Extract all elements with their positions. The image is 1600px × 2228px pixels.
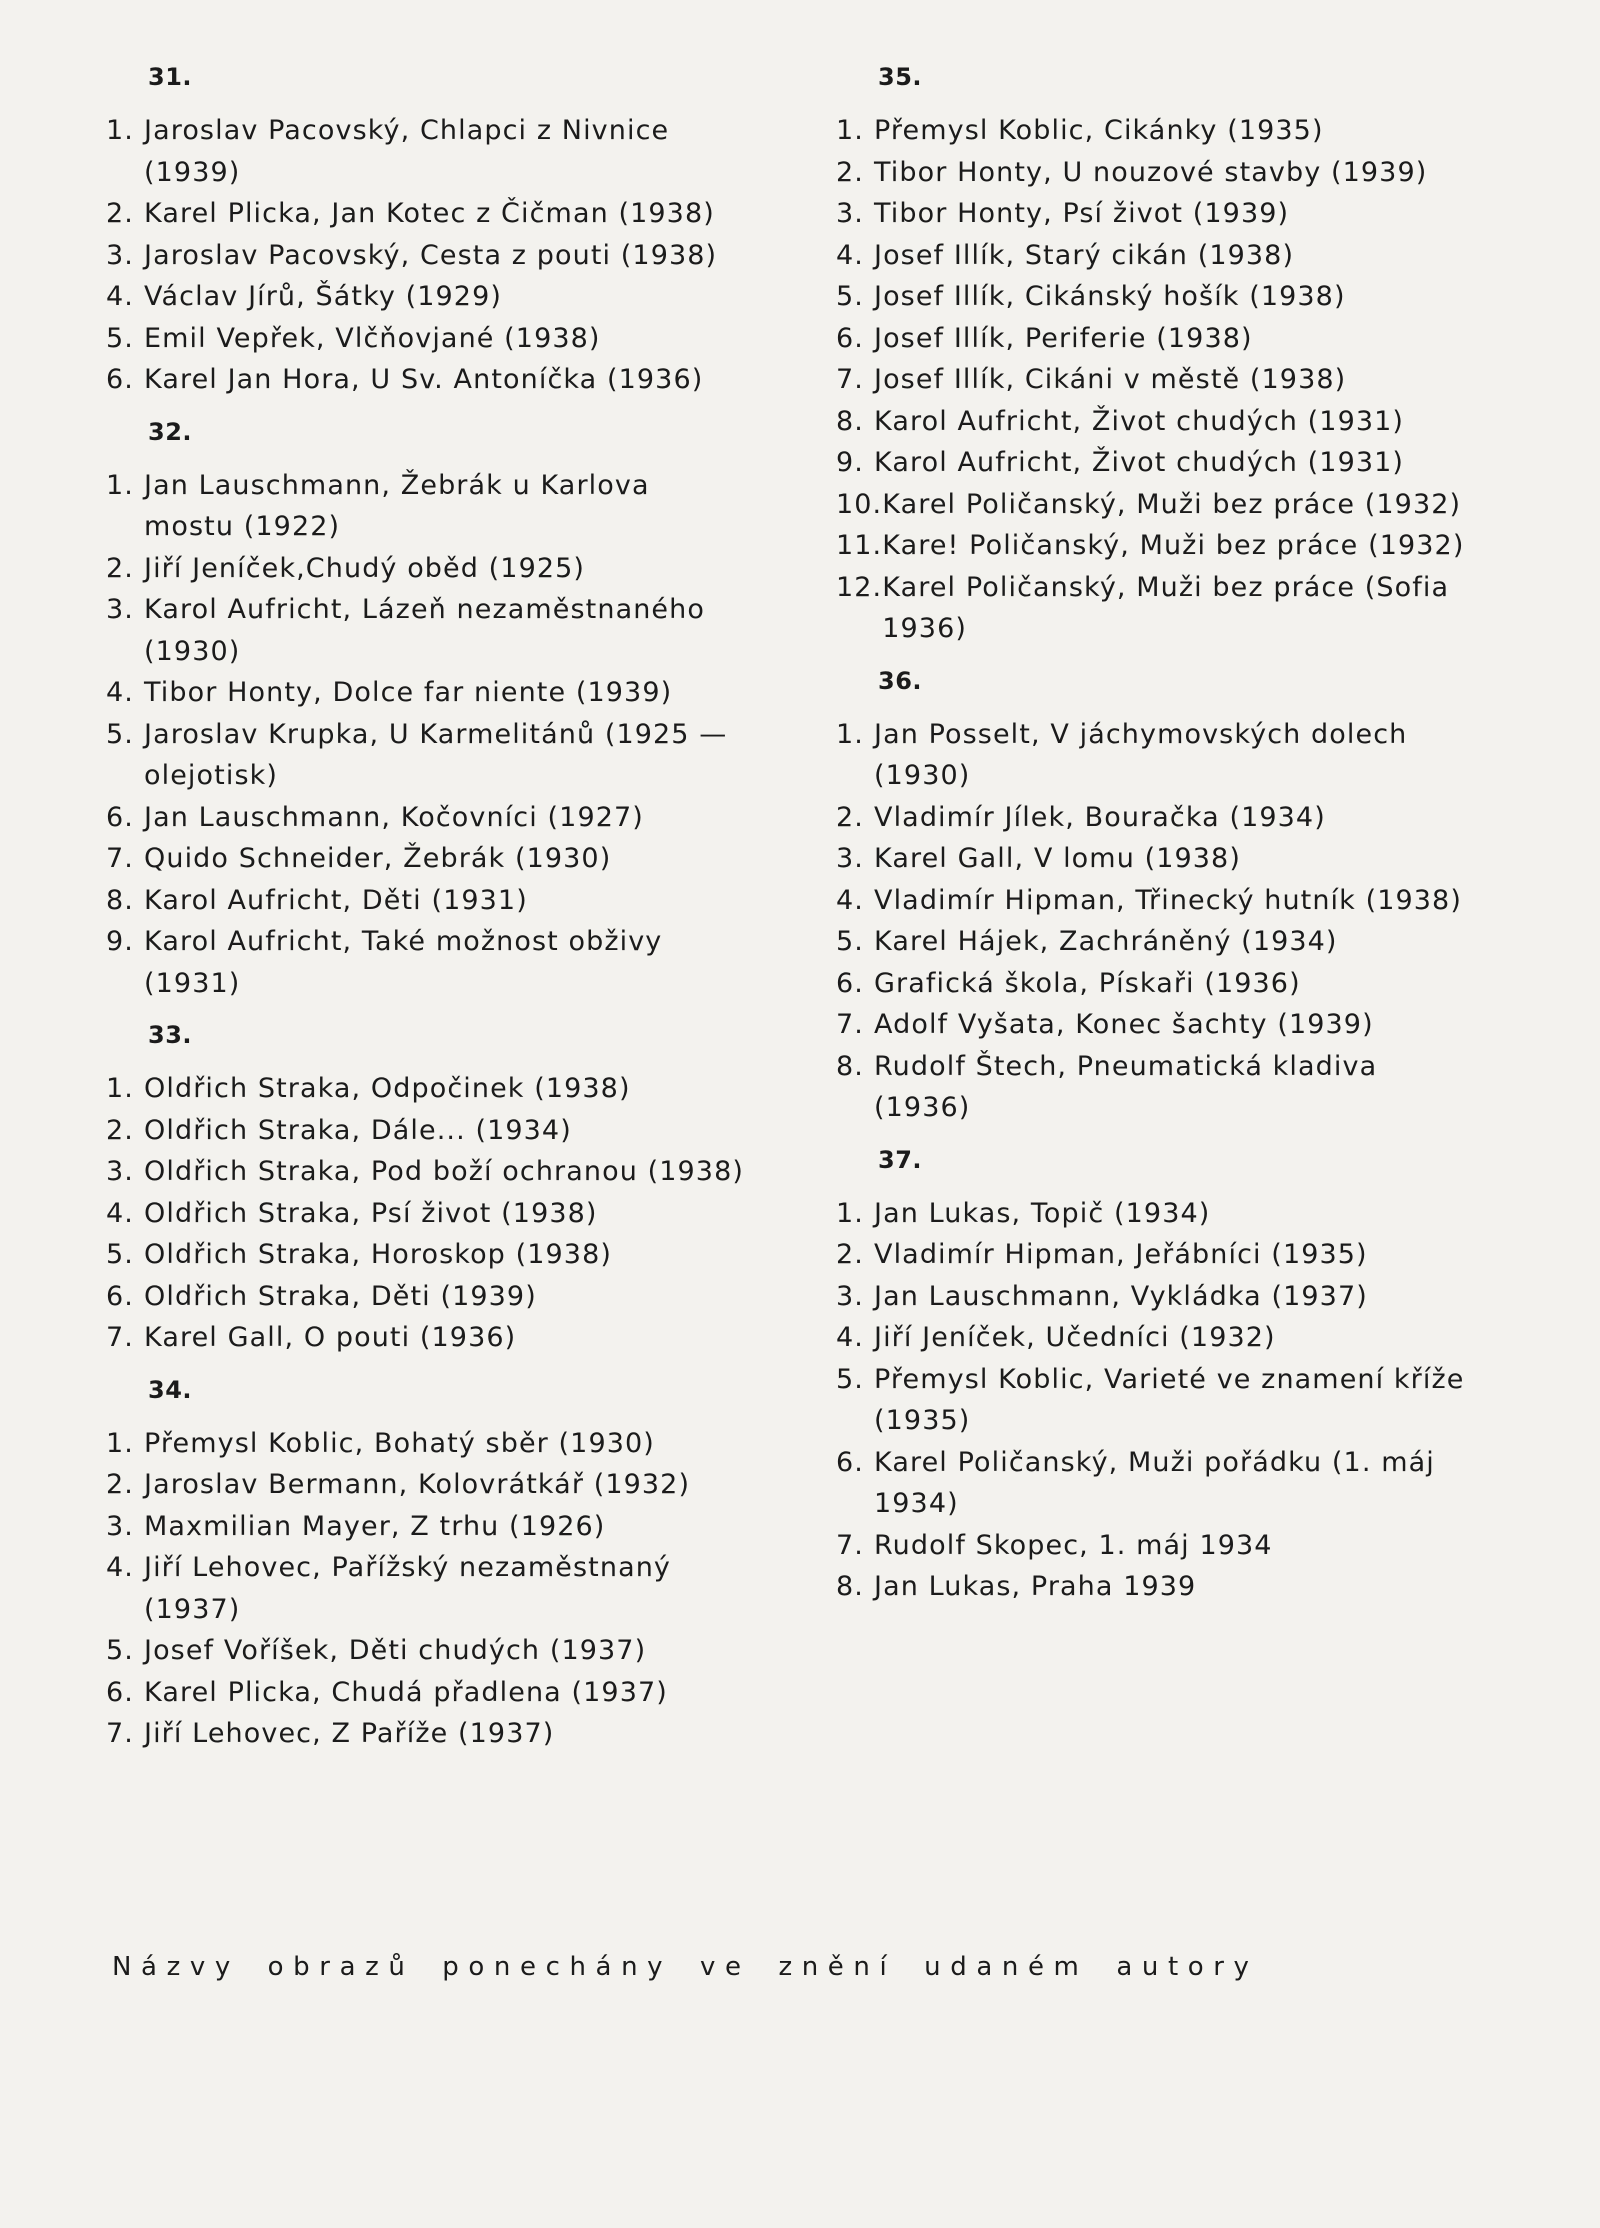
- item-list: [106, 1068, 826, 1359]
- item-title: Jan Lauschmann, Vykládka (1937): [874, 1280, 1368, 1312]
- list-item: [836, 1046, 1556, 1129]
- list-item: [106, 921, 826, 1004]
- item-title: Karel Hájek, Zachráněný (1934): [874, 926, 1338, 957]
- item-number: 8.: [836, 1571, 864, 1602]
- item-title: Oldřich Straka, Dále... (1934): [144, 1114, 572, 1146]
- list-item: [836, 359, 1556, 401]
- item-title: Jan Lauschmann, Žebrák u Karlova mostu (1922): [144, 469, 650, 542]
- item-title: Maxmilian Mayer, Z trhu (1926): [144, 1510, 606, 1542]
- item-number: 1.: [836, 1197, 864, 1229]
- list-item: [836, 235, 1556, 277]
- item-number: 9.: [106, 926, 134, 957]
- item-number: 4.: [836, 239, 864, 271]
- item-title: Josef Illík, Starý cikán (1938): [874, 239, 1295, 271]
- item-number: 6.: [836, 322, 864, 354]
- list-item: [106, 235, 826, 277]
- list-item: [106, 1506, 826, 1548]
- list-item: [106, 1713, 826, 1755]
- list-item: [836, 276, 1556, 318]
- item-title: Oldřich Straka, Odpočinek (1938): [144, 1073, 631, 1104]
- item-title: Jaroslav Bermann, Kolovrátkář (1932): [144, 1469, 691, 1500]
- item-title: Emil Vepřek, Vlčňovjané (1938): [144, 322, 601, 354]
- item-number: 3.: [836, 1280, 864, 1312]
- list-item: [836, 921, 1556, 963]
- item-number: 2.: [106, 552, 134, 584]
- item-title: Jan Lukas, Topič (1934): [874, 1197, 1211, 1229]
- item-number: 4.: [106, 1197, 134, 1229]
- item-number: 1.: [106, 115, 134, 146]
- item-title: Grafická škola, Pískaři (1936): [874, 967, 1301, 999]
- item-title: Karel Plicka, Jan Kotec z Čičman (1938): [144, 198, 715, 229]
- item-number: 1.: [106, 1427, 134, 1459]
- item-list: [106, 465, 826, 1005]
- item-title: Vladimír Jílek, Bouračka (1934): [874, 801, 1326, 833]
- list-item: [106, 359, 826, 401]
- item-number: 7.: [836, 1009, 864, 1040]
- list-item: [106, 276, 826, 318]
- list-item: [836, 318, 1556, 360]
- item-title: Jaroslav Pacovský, Cesta z pouti (1938): [144, 239, 718, 271]
- item-number: 4.: [106, 1552, 134, 1583]
- list-item: [106, 1672, 826, 1714]
- item-title: Josef Voříšek, Děti chudých (1937): [144, 1635, 647, 1666]
- list-item: [106, 548, 826, 590]
- item-number: 5.: [836, 281, 864, 312]
- list-item: [836, 152, 1556, 194]
- list-item: [106, 1234, 826, 1276]
- list-item: [106, 1068, 826, 1110]
- item-number: 7.: [106, 1322, 134, 1353]
- list-item: [836, 1525, 1556, 1567]
- list-item: [106, 318, 826, 360]
- item-number: 5.: [106, 1635, 134, 1666]
- item-number: 3.: [836, 198, 864, 229]
- list-item: [106, 110, 826, 193]
- list-item: [836, 1359, 1556, 1442]
- list-item: [106, 1547, 826, 1630]
- item-title: Josef Illík, Periferie (1938): [874, 322, 1253, 354]
- item-title: Oldřich Straka, Pod boží ochranou (1938): [144, 1156, 744, 1187]
- item-title: Václav Jírů, Šátky (1929): [144, 281, 502, 312]
- section: [836, 666, 1556, 1129]
- item-title: Karel Poličanský, Muži bez práce (1932): [882, 488, 1462, 520]
- item-number: 2.: [836, 1239, 864, 1270]
- item-number: 6.: [106, 1280, 134, 1312]
- list-item: [836, 1442, 1556, 1525]
- item-number: 1.: [106, 1073, 134, 1104]
- item-title: Karel Plicka, Chudá přadlena (1937): [144, 1676, 668, 1708]
- list-item: [836, 401, 1556, 443]
- item-title: Josef Illík, Cikáni v městě (1938): [874, 364, 1347, 395]
- item-number: 4.: [106, 281, 134, 312]
- item-number: 5.: [106, 1239, 134, 1270]
- list-item: [836, 567, 1556, 650]
- item-title: Jan Lauschmann, Kočovníci (1927): [144, 801, 644, 833]
- item-title: Jiří Lehovec, Z Paříže (1937): [144, 1718, 555, 1749]
- section-number: 37.: [878, 1145, 923, 1174]
- item-number: 5.: [836, 1363, 864, 1395]
- item-number: 11.: [836, 530, 883, 561]
- item-title: Karol Aufricht, Lázeň nezaměstnaného (1930): [144, 594, 705, 667]
- item-title: Jan Posselt, V jáchymovských dolech (1930): [874, 718, 1408, 791]
- list-item: [106, 880, 826, 922]
- item-title: Jiří Lehovec, Pařížský nezaměstnaný (1937): [144, 1552, 672, 1625]
- item-number: 3.: [106, 1156, 134, 1187]
- item-title: Přemysl Koblic, Varieté ve znamení kříže (1935): [874, 1363, 1465, 1436]
- item-number: 3.: [836, 843, 864, 874]
- item-number: 4.: [836, 1322, 864, 1353]
- item-title: Jaroslav Pacovský, Chlapci z Nivnice (1939): [144, 115, 670, 188]
- list-item: [836, 838, 1556, 880]
- item-number: 6.: [106, 801, 134, 833]
- item-title: Jaroslav Krupka, U Karmelitánů (1925 — olejotisk): [144, 718, 728, 791]
- item-number: 2.: [106, 1469, 134, 1500]
- item-number: 7.: [836, 1529, 864, 1561]
- item-number: 3.: [106, 1510, 134, 1542]
- item-number: 3.: [106, 594, 134, 625]
- list-item: [836, 880, 1556, 922]
- item-title: Kare! Poličanský, Muži bez práce (1932): [882, 530, 1465, 561]
- section: [836, 1145, 1556, 1608]
- item-number: 9.: [836, 447, 864, 478]
- footer-note: Názvy obrazů ponechány ve znění udaném autory: [112, 1952, 1259, 1982]
- item-number: 7.: [106, 843, 134, 874]
- item-title: Vladimír Hipman, Jeřábníci (1935): [874, 1239, 1368, 1270]
- list-item: [106, 1110, 826, 1152]
- item-title: Rudolf Štech, Pneumatická kladiva (1936): [874, 1050, 1378, 1123]
- list-item: [106, 714, 826, 797]
- item-title: Karel Gall, V lomu (1938): [874, 843, 1241, 874]
- section: [836, 62, 1556, 650]
- item-number: 2.: [836, 801, 864, 833]
- list-item: [836, 963, 1556, 1005]
- item-number: 8.: [836, 405, 864, 437]
- item-title: Quido Schneider, Žebrák (1930): [144, 843, 612, 874]
- list-item: [106, 1151, 826, 1193]
- item-title: Jiří Jeníček, Učedníci (1932): [874, 1322, 1276, 1353]
- item-number: 6.: [106, 1676, 134, 1708]
- item-number: 2.: [106, 1114, 134, 1146]
- section-number: 34.: [148, 1375, 193, 1404]
- list-item: [836, 442, 1556, 484]
- item-title: Přemysl Koblic, Cikánky (1935): [874, 115, 1324, 146]
- item-title: Karel Gall, O pouti (1936): [144, 1322, 517, 1353]
- item-number: 2.: [836, 156, 864, 188]
- list-item: [836, 1004, 1556, 1046]
- item-title: Vladimír Hipman, Třinecký hutník (1938): [874, 884, 1462, 916]
- item-number: 1.: [106, 469, 134, 501]
- item-number: 1.: [836, 115, 864, 146]
- list-item: [836, 193, 1556, 235]
- left-column: [106, 62, 826, 1771]
- item-title: Přemysl Koblic, Bohatý sběr (1930): [144, 1427, 655, 1459]
- item-number: 7.: [836, 364, 864, 395]
- list-item: [106, 1193, 826, 1235]
- item-number: 2.: [106, 198, 134, 229]
- item-number: 4.: [836, 884, 864, 916]
- item-number: 5.: [836, 926, 864, 957]
- list-item: [106, 797, 826, 839]
- item-title: Karol Aufricht, Život chudých (1931): [874, 405, 1405, 437]
- list-item: [836, 1566, 1556, 1608]
- item-list: [836, 714, 1556, 1129]
- item-list: [106, 1423, 826, 1755]
- list-item: [106, 193, 826, 235]
- item-title: Oldřich Straka, Psí život (1938): [144, 1197, 598, 1229]
- item-title: Josef Illík, Cikánský hošík (1938): [874, 281, 1346, 312]
- list-item: [836, 797, 1556, 839]
- list-item: [106, 1423, 826, 1465]
- section-number: 32.: [148, 417, 193, 446]
- item-title: Karel Jan Hora, U Sv. Antoníčka (1936): [144, 364, 704, 395]
- list-item: [836, 484, 1556, 526]
- item-list: [836, 110, 1556, 650]
- item-number: 8.: [106, 884, 134, 916]
- item-number: 10.: [836, 488, 883, 520]
- section: [106, 1020, 826, 1359]
- section-number: 36.: [878, 666, 923, 695]
- list-item: [106, 672, 826, 714]
- item-number: 6.: [106, 364, 134, 395]
- item-title: Jan Lukas, Praha 1939: [874, 1571, 1197, 1602]
- item-list: [836, 1193, 1556, 1608]
- item-list: [106, 110, 826, 401]
- item-number: 5.: [106, 322, 134, 354]
- item-title: Karol Aufricht, Život chudých (1931): [874, 447, 1405, 478]
- item-title: Jiří Jeníček,Chudý oběd (1925): [144, 552, 586, 584]
- section-number: 31.: [148, 63, 193, 91]
- list-item: [836, 1276, 1556, 1318]
- section-number: 35.: [878, 63, 923, 91]
- item-number: 6.: [836, 1446, 864, 1478]
- item-number: 6.: [836, 967, 864, 999]
- item-title: Karel Poličanský, Muži pořádku (1. máj 1934): [874, 1446, 1435, 1519]
- list-item: [836, 1193, 1556, 1235]
- item-title: Oldřich Straka, Děti (1939): [144, 1280, 537, 1312]
- list-item: [106, 1464, 826, 1506]
- item-number: 4.: [106, 677, 134, 708]
- item-number: 12.: [836, 571, 883, 603]
- section: [106, 417, 826, 1005]
- section-number: 33.: [148, 1021, 193, 1049]
- list-item: [836, 714, 1556, 797]
- item-number: 7.: [106, 1718, 134, 1749]
- right-column: [836, 62, 1556, 1624]
- item-title: Karol Aufricht, Také možnost obživy (1931): [144, 926, 663, 999]
- section: [106, 1375, 826, 1755]
- item-title: Adolf Vyšata, Konec šachty (1939): [874, 1009, 1374, 1040]
- list-item: [836, 110, 1556, 152]
- list-item: [836, 1234, 1556, 1276]
- list-item: [106, 1317, 826, 1359]
- list-item: [836, 525, 1556, 567]
- list-item: [106, 465, 826, 548]
- item-title: Tibor Honty, Psí život (1939): [874, 198, 1290, 229]
- item-title: Karol Aufricht, Děti (1931): [144, 884, 528, 916]
- list-item: [106, 838, 826, 880]
- item-title: Rudolf Skopec, 1. máj 1934: [874, 1529, 1273, 1561]
- item-number: 3.: [106, 239, 134, 271]
- item-title: Tibor Honty, Dolce far niente (1939): [144, 677, 673, 708]
- section: [106, 62, 826, 401]
- list-item: [106, 1630, 826, 1672]
- item-number: 1.: [836, 718, 864, 750]
- item-title: Oldřich Straka, Horoskop (1938): [144, 1239, 612, 1270]
- list-item: [106, 589, 826, 672]
- item-title: Karel Poličanský, Muži bez práce (Sofia 1936): [882, 571, 1450, 644]
- list-item: [106, 1276, 826, 1318]
- item-title: Tibor Honty, U nouzové stavby (1939): [874, 156, 1428, 188]
- item-number: 5.: [106, 718, 134, 750]
- item-number: 8.: [836, 1050, 864, 1082]
- list-item: [836, 1317, 1556, 1359]
